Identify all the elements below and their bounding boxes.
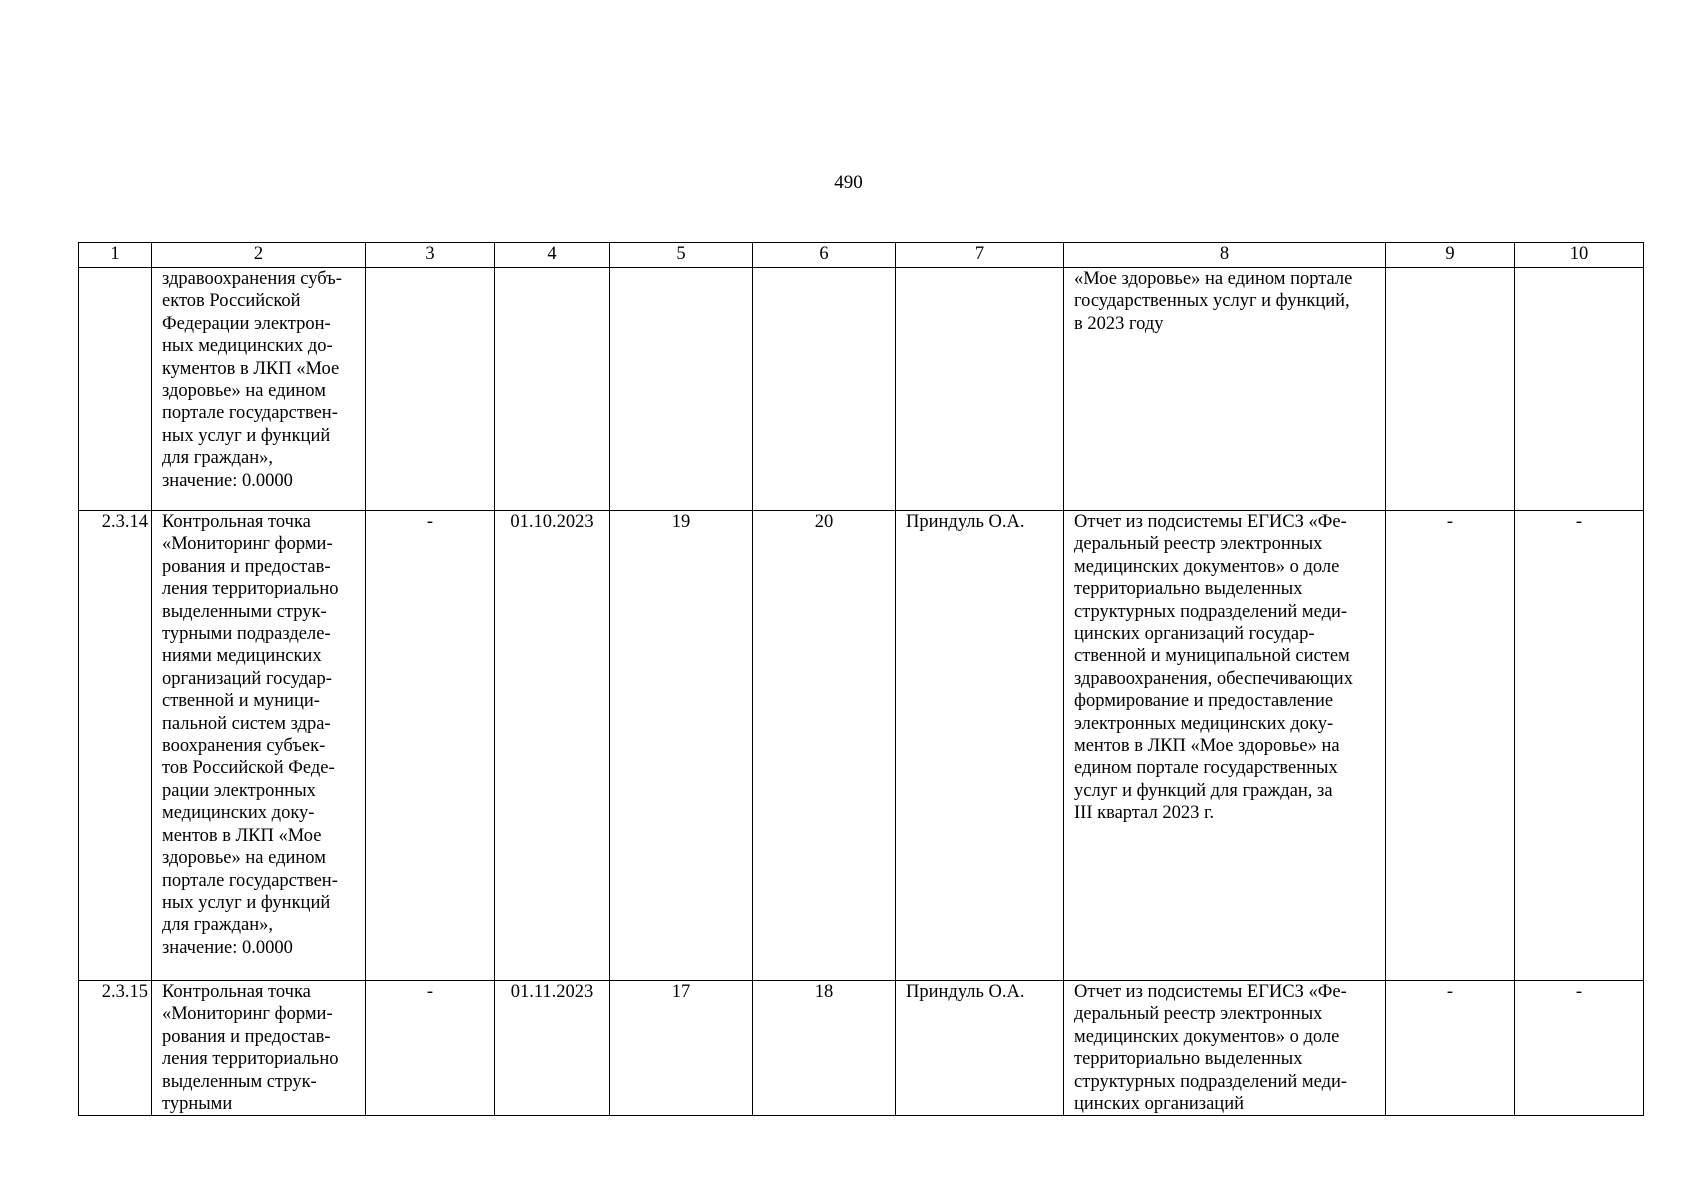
- description-cell: здравоохранения субъ- ектов Российской Федерации электрон- ных медицинских до- кументов в ЛКП «Мое здоровье» на едином портале государствен- ных услуг и функций для граждан», значение: 0.0000: [152, 268, 366, 511]
- col5-cell: [610, 268, 753, 511]
- table-row: [79, 511, 1644, 981]
- responsible-cell: Приндуль О.А.: [896, 981, 1064, 1116]
- column-header-9: 9: [1386, 243, 1515, 268]
- page-number: 490: [834, 172, 863, 193]
- date-cell: 01.10.2023: [495, 511, 610, 981]
- col9-cell: [1386, 268, 1515, 511]
- column-header-5: 5: [610, 243, 753, 268]
- date-cell: 01.11.2023: [495, 981, 610, 1116]
- col3-cell: -: [366, 511, 495, 981]
- report-cell: Отчет из подсистемы ЕГИСЗ «Фе- деральный реестр электронных медицинских документов» о доле территориально выделенных структурных подразделений меди- цинских организаций государ- ственной и муниципальной систем здравоохранения, обеспечивающих формирование и предоставление электронных медицинских доку- ментов в ЛКП «Мое здоровье» на едином портале государственных услуг и функций для граждан, за III квартал 2023 г.: [1064, 511, 1386, 981]
- col3-cell: -: [366, 981, 495, 1116]
- table-row: [79, 981, 1644, 1116]
- item-number-cell: [79, 268, 152, 511]
- item-number-cell: 2.3.14: [79, 511, 152, 981]
- column-header-6: 6: [753, 243, 896, 268]
- report-cell: «Мое здоровье» на едином портале государственных услуг и функций, в 2023 году: [1064, 268, 1386, 511]
- col6-cell: 20: [753, 511, 896, 981]
- col5-cell: 17: [610, 981, 753, 1116]
- col6-cell: 18: [753, 981, 896, 1116]
- col3-cell: [366, 268, 495, 511]
- item-number-cell: 2.3.15: [79, 981, 152, 1116]
- table-row: [79, 268, 1644, 511]
- column-header-10: 10: [1515, 243, 1644, 268]
- column-header-8: 8: [1064, 243, 1386, 268]
- report-cell: Отчет из подсистемы ЕГИСЗ «Фе- деральный реестр электронных медицинских документов» о доле территориально выделенных структурных подразделений меди- цинских организаций: [1064, 981, 1386, 1116]
- column-header-7: 7: [896, 243, 1064, 268]
- description-cell: Контрольная точка «Мониторинг форми- рования и предостав- ления территориально выделенным струк- турными: [152, 981, 366, 1116]
- col10-cell: [1515, 268, 1644, 511]
- col10-cell: -: [1515, 511, 1644, 981]
- col9-cell: -: [1386, 981, 1515, 1116]
- column-header-2: 2: [152, 243, 366, 268]
- date-cell: [495, 268, 610, 511]
- col9-cell: -: [1386, 511, 1515, 981]
- column-header-3: 3: [366, 243, 495, 268]
- col10-cell: -: [1515, 981, 1644, 1116]
- control-points-table: [78, 242, 1644, 1116]
- col6-cell: [753, 268, 896, 511]
- column-number-header-row: [79, 243, 1644, 268]
- description-cell: Контрольная точка «Мониторинг форми- рования и предостав- ления территориально выделенными струк- турными подразделе- ниями медицинских организаций государ- ственной и муници- пальной систем здра- воохранения субъек- тов Российской Феде- рации электронных медицинских доку- ментов в ЛКП «Мое здоровье» на едином портале государствен- ных услуг и функций для граждан», значение: 0.0000: [152, 511, 366, 981]
- responsible-cell: Приндуль О.А.: [896, 511, 1064, 981]
- col5-cell: 19: [610, 511, 753, 981]
- column-header-1: 1: [79, 243, 152, 268]
- responsible-cell: [896, 268, 1064, 511]
- column-header-4: 4: [495, 243, 610, 268]
